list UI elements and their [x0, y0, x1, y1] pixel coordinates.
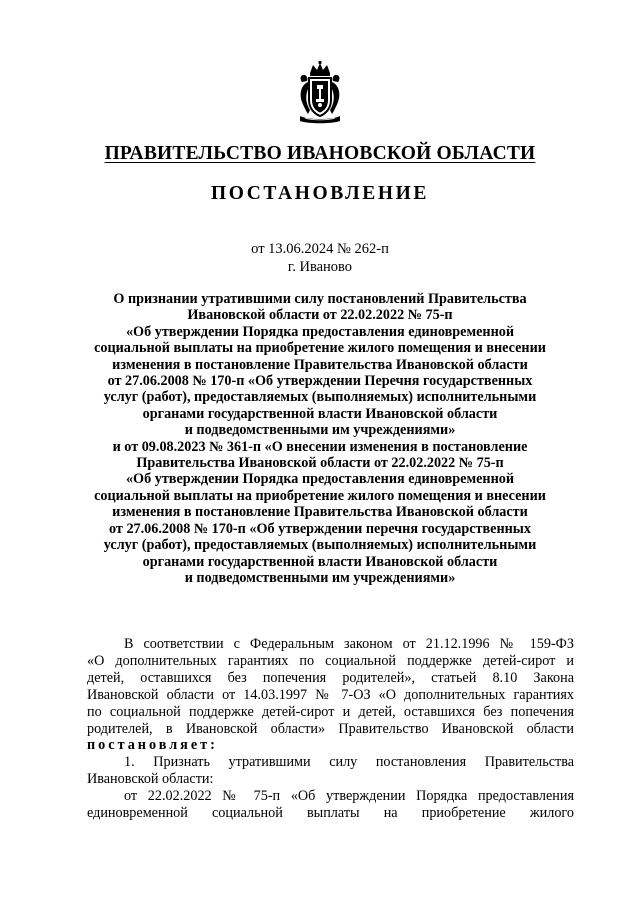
body-line: родителей, в Ивановской области» Правительство Ивановской области	[87, 720, 574, 737]
subject-line: и подведомственными им учреждениями»	[184, 422, 456, 439]
body-line: Ивановской области от 14.03.1997 № 7-ОЗ «О дополнительных гарантиях	[87, 686, 574, 703]
document-date-number: от 13.06.2024 № 262-п	[251, 241, 389, 257]
decree-word: постановляет:	[87, 737, 218, 754]
document-subject	[60, 291, 580, 586]
document-body	[87, 636, 574, 822]
body-line: детей, оставшихся без попечения родителей», статьей 8.10 Закона	[87, 669, 574, 686]
subject-line: социальной выплаты на приобретение жилого помещения и внесении	[94, 487, 546, 504]
subject-line: и от 09.08.2023 № 361-п «О внесении изменения в постановление	[112, 438, 528, 455]
subject-line: органами государственной власти Ивановской области	[142, 553, 498, 570]
subject-line: О признании утратившими силу постановлений Правительства	[113, 291, 527, 307]
body-line: Ивановской области:	[87, 771, 214, 788]
subject-line: Ивановской области от 22.02.2022 № 75-п	[187, 307, 453, 324]
subject-line: социальной выплаты на приобретение жилого помещения и внесении	[94, 340, 546, 357]
government-title: ПРАВИТЕЛЬСТВО ИВАНОВСКОЙ ОБЛАСТИ	[104, 143, 536, 164]
coat-of-arms-icon	[296, 60, 344, 124]
body-line: единовременной социальной выплаты на приобретение жилого	[87, 805, 574, 822]
subject-line: изменения в постановление Правительства Ивановской области	[112, 356, 528, 373]
body-line: 1. Признать утратившими силу постановления Правительства	[124, 754, 574, 771]
subject-line: «Об утверждении Порядка предоставления единовременной	[125, 471, 515, 488]
subject-line: от 27.06.2008 № 170-п «Об утверждении перечня государственных	[109, 520, 531, 537]
document-type-heading: ПОСТАНОВЛЕНИЕ	[210, 183, 430, 204]
subject-line: от 27.06.2008 № 170-п «Об утверждении Перечня государственных	[107, 373, 533, 390]
body-line: по социальной поддержке детей-сирот и детей, оставшихся без попечения	[87, 703, 574, 720]
subject-line: и подведомственными им учреждениями»	[184, 569, 456, 586]
subject-line: услуг (работ), предоставляемых (выполняемых) исполнительными	[103, 389, 537, 406]
body-line: В соответствии с Федеральным законом от 21.12.1996 № 159-ФЗ	[124, 636, 574, 652]
subject-line: Правительства Ивановской области от 22.02.2022 № 75-п	[136, 455, 504, 472]
subject-line: «Об утверждении Порядка предоставления единовременной	[125, 323, 515, 340]
body-line: от 22.02.2022 № 75-п «Об утверждении Порядка предоставления	[124, 788, 574, 805]
subject-line: органами государственной власти Ивановской области	[142, 405, 498, 422]
subject-line: изменения в постановление Правительства Ивановской области	[112, 504, 528, 521]
subject-line: услуг (работ), предоставляемых (выполняемых) исполнительными	[103, 537, 537, 554]
body-line: «О дополнительных гарантиях по социальной поддержке детей-сирот и	[87, 652, 574, 669]
document-city: г. Иваново	[287, 259, 353, 275]
